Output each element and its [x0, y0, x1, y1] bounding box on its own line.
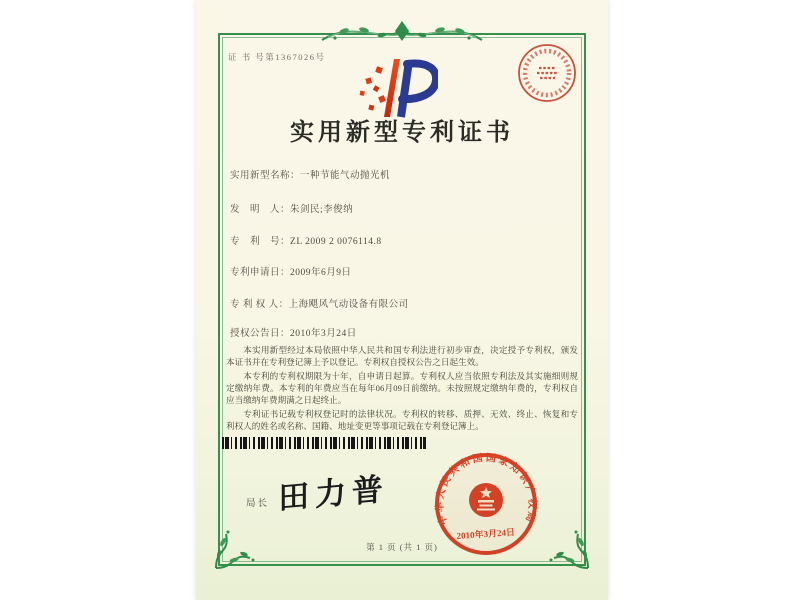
field-label: 专利申请日： — [230, 268, 291, 278]
field-row-invention-name — [230, 167, 390, 181]
field-label: 专 利 号： — [230, 237, 291, 247]
vine-ornament-icon — [314, 18, 490, 48]
seal-ring-text: 中华人民共和国国家知识产权局 — [434, 452, 538, 527]
field-label: 发 明 人： — [230, 205, 291, 215]
field-label: 专 利 权 人： — [230, 300, 289, 310]
field-value: 一种节能气动抛光机 — [300, 171, 391, 181]
body-paragraph: 本专利的专利权期限为十年，自申请日起算。专利权人应当依照专利法及其实施细则规定缴纳年费。本专利的年费应当在每年06月09日前缴纳。未按照规定缴纳年费的，专利权自应当缴纳年费期满之日起终止。 — [226, 371, 578, 405]
field-row-patent-number — [230, 233, 382, 247]
field-value: 上海飓风气动设备有限公司 — [288, 300, 409, 310]
field-label: 实用新型名称： — [230, 171, 301, 181]
page-footer: 第 1 页 (共 1 页) — [366, 542, 438, 552]
commissioner-label: 局长 — [246, 499, 270, 509]
field-value: 朱剑民;李俊纳 — [290, 205, 354, 215]
field-row-inventor — [230, 201, 353, 215]
certificate-title: 实用新型专利证书 — [290, 120, 514, 146]
field-row-application-date — [230, 264, 352, 278]
body-text — [226, 344, 578, 434]
field-label: 授权公告日： — [230, 329, 291, 339]
verification-stamp-icon — [516, 42, 578, 104]
field-value: 2010年3月24日 — [290, 329, 357, 339]
certificate-number: 证 书 号第1367026号 — [228, 52, 326, 62]
certificate-paper — [196, 0, 608, 600]
body-paragraph: 本实用新型经过本局依照中华人民共和国专利法进行初步审查，决定授予专利权，颁发本证书并在专利登记簿上予以登记。专利权自授权公告之日起生效。 — [226, 345, 578, 367]
commissioner-signature: 田力普 — [278, 471, 389, 516]
field-value: ZL 2009 2 0076114.8 — [290, 237, 382, 247]
barcode-icon — [222, 437, 426, 449]
body-paragraph: 专利证书记载专利权登记时的法律状况。专利权的转移、质押、无效、终止、恢复和专利权人的姓名或名称、国籍、地址变更等事项记载在专利登记簿上。 — [226, 409, 578, 431]
seal-date: 2010年3月24日 — [456, 526, 516, 542]
field-value: 2009年6月9日 — [290, 268, 352, 278]
field-row-grant-date — [230, 325, 357, 339]
field-row-patentee — [230, 296, 409, 310]
